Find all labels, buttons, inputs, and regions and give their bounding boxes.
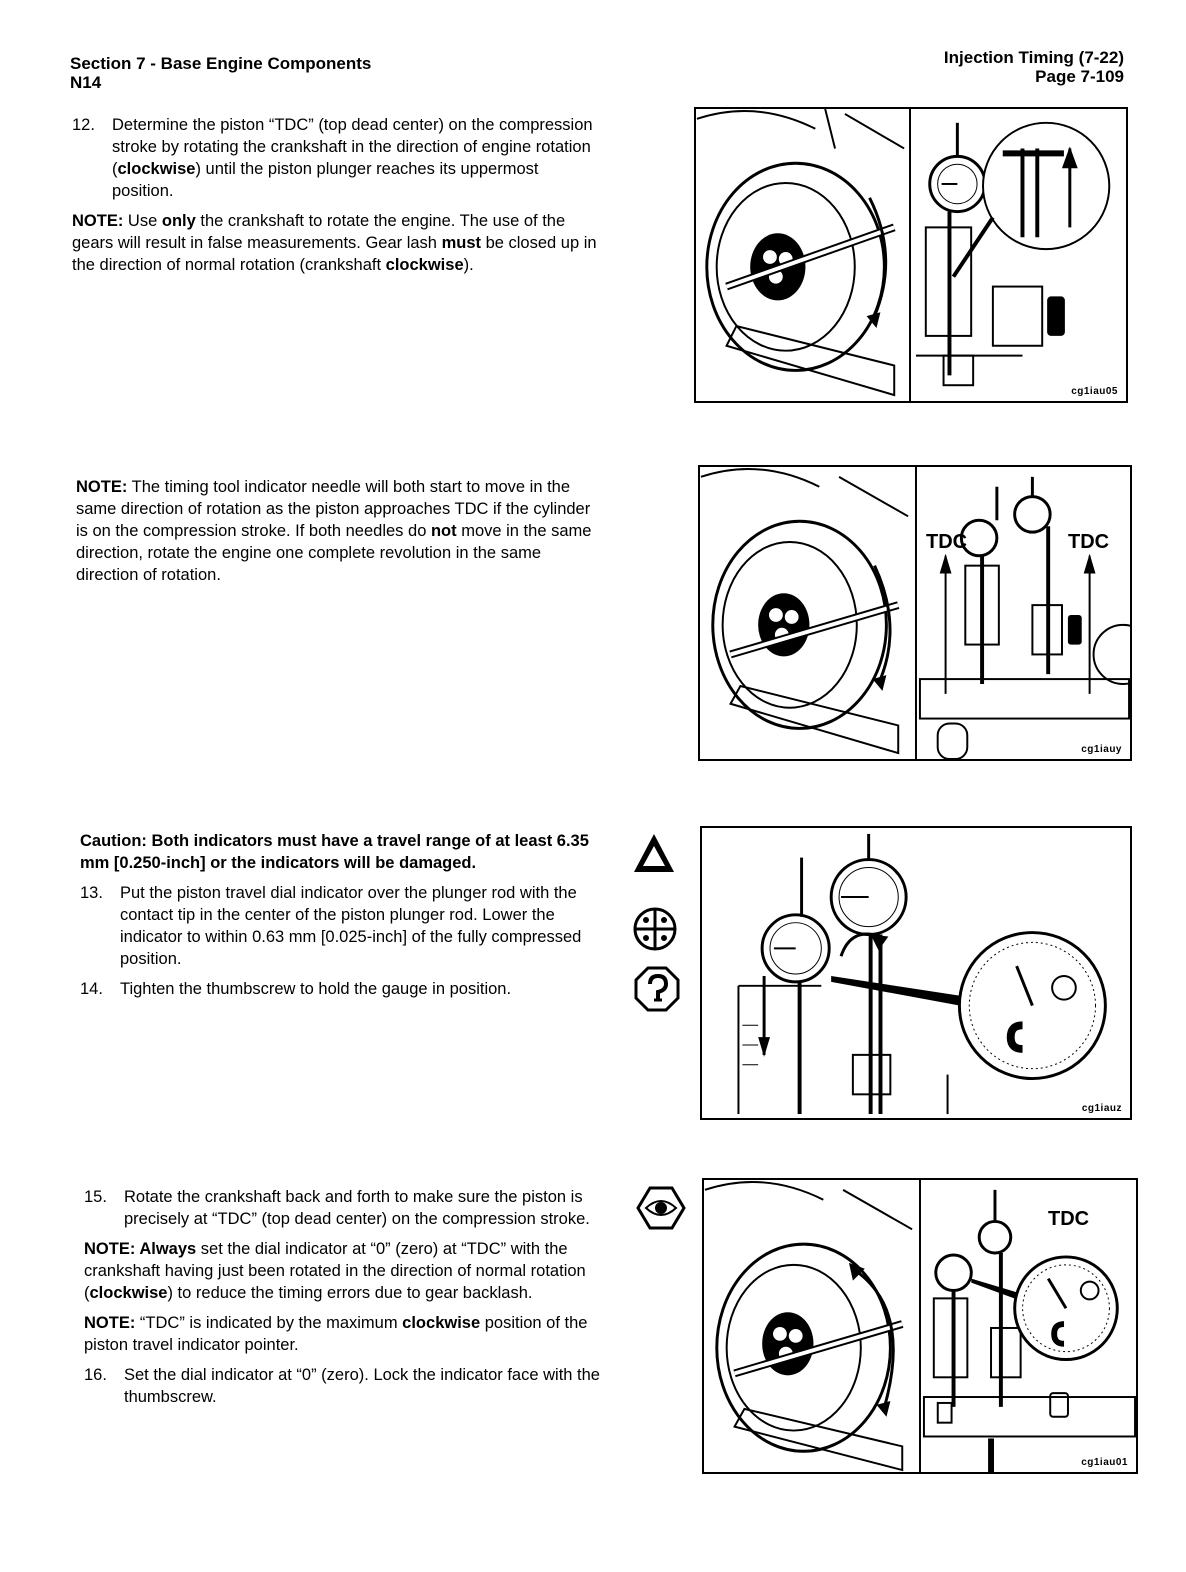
note-gear-lash: NOTE: Use only the crankshaft to rotate the engine. The use of the gears will result in false measurements. Gear lash must be closed up in the direction of normal rotation (crankshaft clockwise). xyxy=(72,212,597,274)
page-number: Page 7-109 xyxy=(1035,67,1124,86)
step-text: Put the piston travel dial indicator over the plunger rod with the contact tip in the center of the piston plunger rod. Lower the indicator to within 0.63 mm [0.025-inch] of the fully compressed position. xyxy=(120,884,582,968)
tdc-label-left: TDC xyxy=(926,531,968,553)
step-number: 15. xyxy=(84,1188,107,1206)
step-number: 14. xyxy=(80,980,103,998)
step-16 xyxy=(84,1364,614,1408)
step-number: 12. xyxy=(72,116,95,134)
engine-model: N14 xyxy=(70,73,102,92)
figure-tdc-zero-set xyxy=(702,1178,1138,1474)
figure-code: cg1iauy xyxy=(1081,744,1122,755)
figure-dial-indicator-setup xyxy=(700,826,1132,1120)
section-title: Section 7 - Base Engine Components xyxy=(70,54,372,73)
step-text: Determine the piston “TDC” (top dead center) on the compression stroke by rotating the crankshaft in the direction of engine rotation (clockwise) until the piston plunger reaches its uppermost position. xyxy=(112,116,593,200)
tdc-label-right: TDC xyxy=(1068,531,1110,553)
note-tdc-indication: NOTE: “TDC” is indicated by the maximum clockwise position of the piston travel indicator pointer. xyxy=(84,1314,588,1354)
step-text: Rotate the crankshaft back and forth to make sure the piston is precisely at “TDC” (top dead center) on the compression stroke. xyxy=(124,1188,590,1228)
tools-icon xyxy=(632,906,678,952)
note-zero-dial: NOTE: Always set the dial indicator at “0” (zero) at “TDC” with the crankshaft having just been rotated in the direction of normal rotation (clockwise) to reduce the timing errors due to gear backlash. xyxy=(84,1240,586,1302)
topic-title: Injection Timing (7-22) xyxy=(943,48,1124,67)
step-14 xyxy=(80,978,608,1000)
note-needle-direction: NOTE: The timing tool indicator needle will both start to move in the same direction of rotation as the piston approaches TDC if the cylinder is on the compression stroke. If both needles do not move in the same direction, rotate the engine one complete revolution in the same direction of rotation. xyxy=(76,478,592,584)
measure-icon xyxy=(634,966,680,1012)
figure-code: cg1iau05 xyxy=(1071,386,1118,397)
figure-code: cg1iauz xyxy=(1081,1103,1122,1114)
step-number: 16. xyxy=(84,1366,107,1384)
step-15 xyxy=(84,1186,614,1230)
step-12 xyxy=(72,114,602,202)
step-13 xyxy=(80,882,608,970)
figure-crankshaft-rotation xyxy=(694,107,1128,403)
inspect-eye-icon xyxy=(636,1186,686,1230)
note-block-2 xyxy=(76,476,604,594)
page-header xyxy=(944,48,1124,86)
section-header xyxy=(70,54,371,92)
caution-block xyxy=(80,830,608,1008)
figure-tdc-indicators xyxy=(698,465,1132,761)
figure-illustration xyxy=(696,109,1126,401)
step-15-block xyxy=(84,1186,614,1416)
tdc-label: TDC xyxy=(1048,1208,1090,1230)
step-text: Set the dial indicator at “0” (zero). Lock the indicator face with the thumbscrew. xyxy=(124,1366,600,1406)
caution-text: Caution: Both indicators must have a travel range of at least 6.35 mm [0.250-inch] or the indicators will be damaged. xyxy=(80,832,589,872)
step-text: Tighten the thumbscrew to hold the gauge in position. xyxy=(120,980,512,998)
warning-triangle-icon xyxy=(632,832,676,874)
step-number: 13. xyxy=(80,884,103,902)
figure-illustration xyxy=(702,828,1130,1118)
figure-illustration xyxy=(700,467,1130,759)
step-12-block xyxy=(72,114,602,284)
figure-code: cg1iau01 xyxy=(1081,1457,1128,1468)
